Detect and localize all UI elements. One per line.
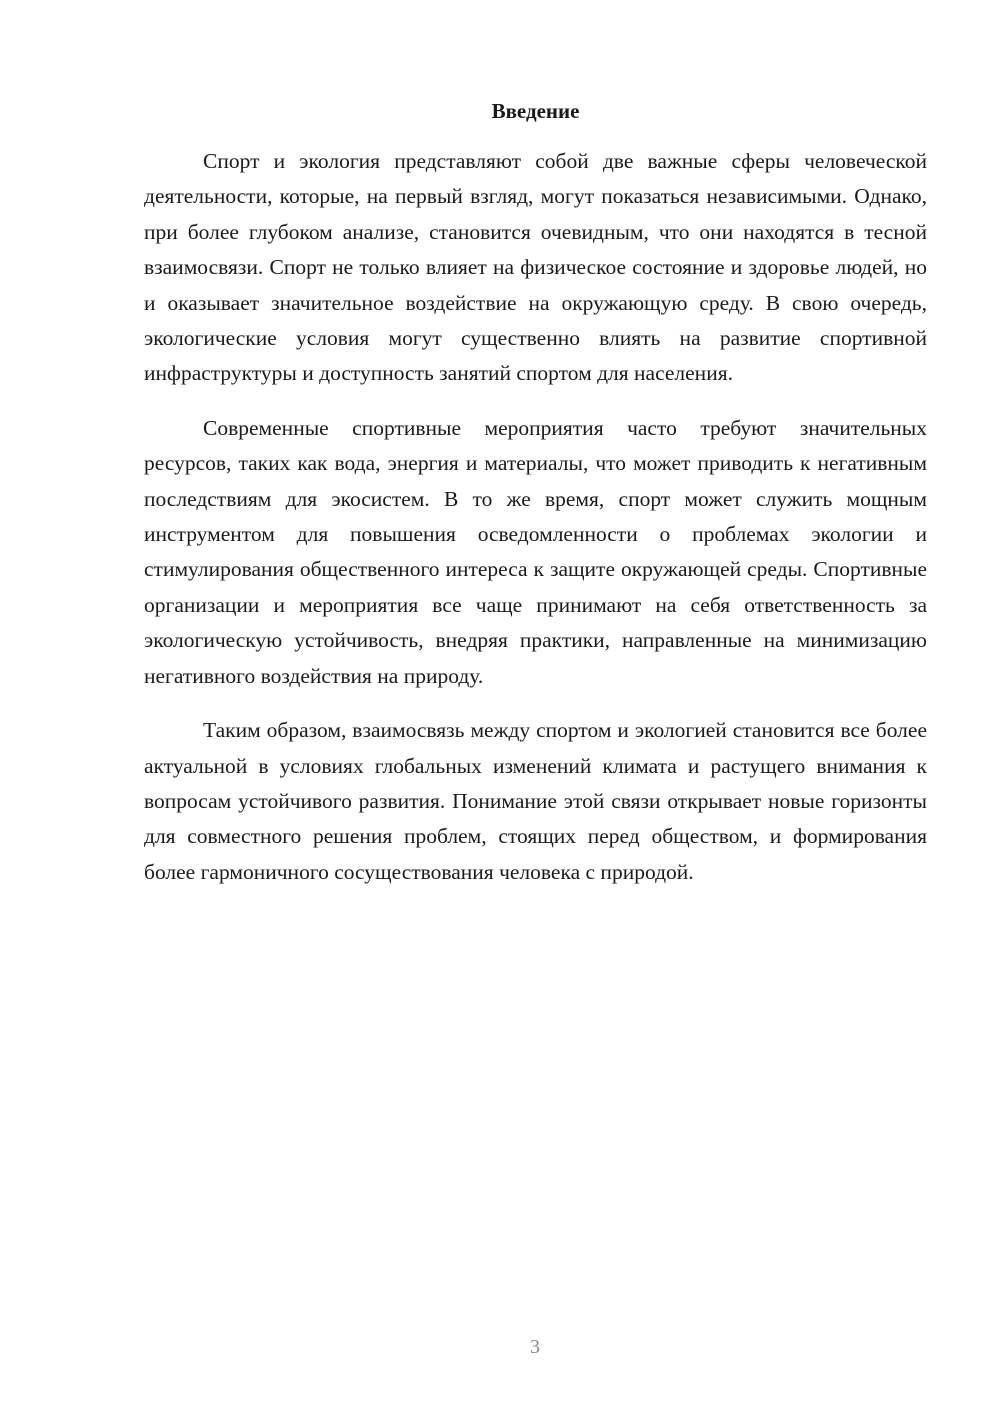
page-number: 3 [530,1336,540,1358]
paragraph-1: Спорт и экология представляют собой две важные сферы человеческой деятельности, которые, на первый взгляд, могут показаться независимыми. Однако, при более глубоком анализе, становится очевидным, что они находятся в тесной взаимосвязи. Спорт не только влияет на физическое состояние и здоровье людей, но и оказывает значительное воздействие на окружающую среду. В свою очередь, экологические условия могут существенно влиять на развитие спортивной инфраструктуры и доступность занятий спортом для населения. [144,149,927,386]
paragraph-2: Современные спортивные мероприятия часто требуют значительных ресурсов, таких как вода, энергия и материалы, что может приводить к негативным последствиям для экосистем. В то же время, спорт может служить мощным инструментом для повышения осведомленности о проблемах экологии и стимулирования общественного интереса к защите окружающей среды. Спортивные организации и мероприятия все чаще принимают на себя ответственность за экологическую устойчивость, внедряя практики, направленные на минимизацию негативного воздействия на природу. [144,415,927,688]
body-text [144,144,927,890]
section-heading: Введение [491,99,580,123]
paragraph-3: Таким образом, взаимосвязь между спортом и экологией становится все более актуальной в условиях глобальных изменений климата и растущего внимания к вопросам устойчивого развития. Понимание этой связи открывает новые горизонты для совместного решения проблем, стоящих перед обществом, и формирования более гармоничного сосуществования человека с природой. [144,718,927,884]
